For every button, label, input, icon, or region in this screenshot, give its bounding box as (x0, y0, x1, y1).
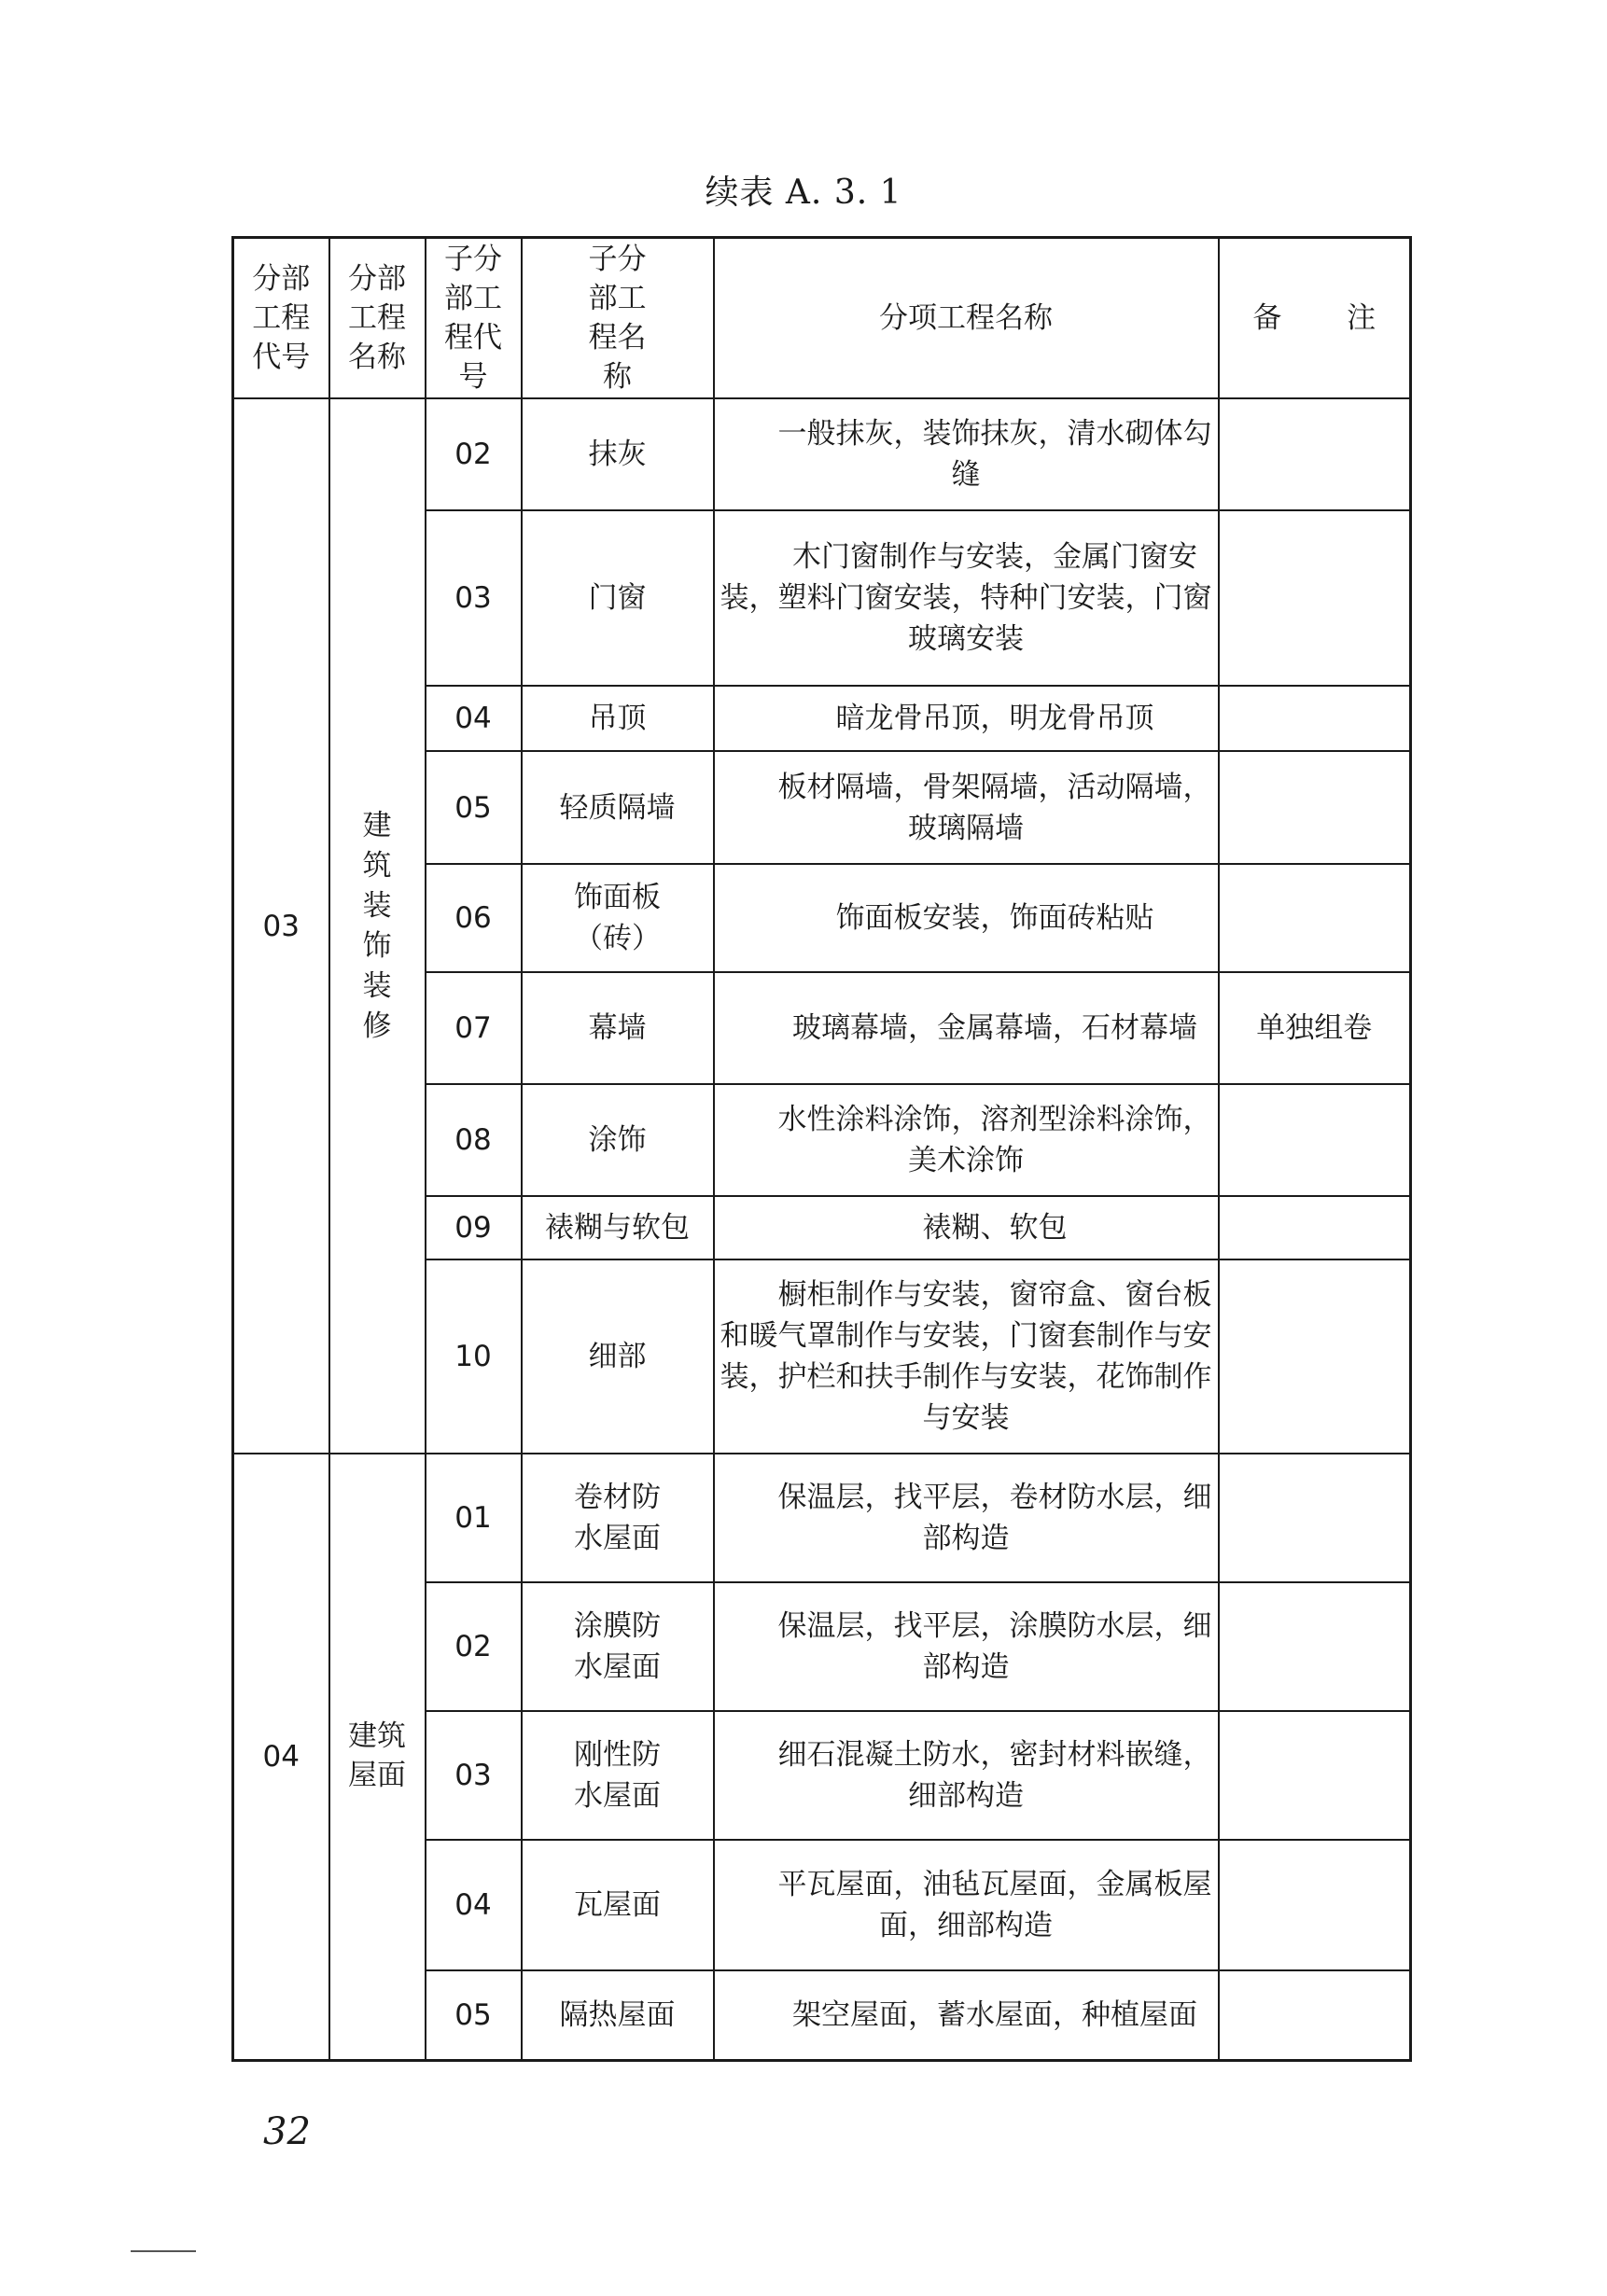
item-names: 饰面板安装，饰面砖粘贴 (714, 864, 1219, 972)
subdivision-code: 05 (426, 1970, 522, 2060)
remark (1219, 1259, 1411, 1454)
footer-rule (131, 2250, 196, 2252)
table-caption: 续表 A. 3. 1 (705, 174, 902, 212)
subdivision-code: 03 (426, 1711, 522, 1840)
item-names: 保温层，找平层，涂膜防水层，细部构造 (714, 1582, 1219, 1711)
item-names: 细石混凝土防水，密封材料嵌缝，细部构造 (714, 1711, 1219, 1840)
subdivision-name: 涂膜防水屋面 (522, 1582, 714, 1711)
remark (1219, 1582, 1411, 1711)
item-names: 一般抹灰，装饰抹灰，清水砌体勾缝 (714, 398, 1219, 510)
subdivision-code: 08 (426, 1084, 522, 1196)
subdivision-name: 门窗 (522, 510, 714, 686)
header-division-name: 分部工程名称 (329, 238, 426, 399)
item-names: 板材隔墙，骨架隔墙，活动隔墙，玻璃隔墙 (714, 751, 1219, 864)
division-table (231, 236, 1412, 2062)
division-name: 建筑屋面 (329, 1454, 426, 2060)
subdivision-name: 抹灰 (522, 398, 714, 510)
item-names: 暗龙骨吊顶，明龙骨吊顶 (714, 686, 1219, 751)
subdivision-code: 05 (426, 751, 522, 864)
subdivision-name: 幕墙 (522, 972, 714, 1084)
remark (1219, 751, 1411, 864)
item-names: 裱糊、软包 (714, 1196, 1219, 1259)
header-remarks: 备 注 (1219, 238, 1411, 399)
subdivision-name: 裱糊与软包 (522, 1196, 714, 1259)
subdivision-name: 吊顶 (522, 686, 714, 751)
subdivision-code: 09 (426, 1196, 522, 1259)
item-names: 保温层，找平层，卷材防水层，细部构造 (714, 1454, 1219, 1582)
header-row (233, 238, 1411, 399)
item-names: 木门窗制作与安装，金属门窗安装，塑料门窗安装，特种门安装，门窗玻璃安装 (714, 510, 1219, 686)
subdivision-code: 04 (426, 1840, 522, 1970)
table-row (233, 1454, 1411, 1582)
subdivision-code: 04 (426, 686, 522, 751)
subdivision-name: 涂饰 (522, 1084, 714, 1196)
page-number: 32 (263, 2110, 311, 2153)
division-name: 建筑装饰装修 (329, 398, 426, 1454)
subdivision-code: 10 (426, 1259, 522, 1454)
division-code: 03 (233, 398, 329, 1454)
header-subdivision-code: 子分部工程代号 (426, 238, 522, 399)
subdivision-name: 隔热屋面 (522, 1970, 714, 2060)
item-names: 橱柜制作与安装，窗帘盒、窗台板和暖气罩制作与安装，门窗套制作与安装，护栏和扶手制作与安装，花饰制作与安装 (714, 1259, 1219, 1454)
remark (1219, 1454, 1411, 1582)
item-names: 平瓦屋面，油毡瓦屋面，金属板屋面，细部构造 (714, 1840, 1219, 1970)
remark (1219, 1084, 1411, 1196)
subdivision-name: 卷材防水屋面 (522, 1454, 714, 1582)
remark: 单独组卷 (1219, 972, 1411, 1084)
remark (1219, 1711, 1411, 1840)
subdivision-code: 02 (426, 1582, 522, 1711)
remark (1219, 510, 1411, 686)
remark (1219, 1970, 1411, 2060)
subdivision-name: 饰面板（砖） (522, 864, 714, 972)
table-row (233, 398, 1411, 510)
subdivision-code: 01 (426, 1454, 522, 1582)
header-subdivision-name: 子分部工程名称 (522, 238, 714, 399)
header-item-names: 分项工程名称 (714, 238, 1219, 399)
remark (1219, 398, 1411, 510)
subdivision-name: 瓦屋面 (522, 1840, 714, 1970)
remark (1219, 1840, 1411, 1970)
subdivision-code: 03 (426, 510, 522, 686)
subdivision-name: 细部 (522, 1259, 714, 1454)
subdivision-code: 07 (426, 972, 522, 1084)
remark (1219, 864, 1411, 972)
item-names: 水性涂料涂饰，溶剂型涂料涂饰，美术涂饰 (714, 1084, 1219, 1196)
subdivision-code: 02 (426, 398, 522, 510)
item-names: 架空屋面，蓄水屋面，种植屋面 (714, 1970, 1219, 2060)
remark (1219, 686, 1411, 751)
division-code: 04 (233, 1454, 329, 2060)
subdivision-name: 刚性防水屋面 (522, 1711, 714, 1840)
header-division-code: 分部工程代号 (233, 238, 329, 399)
subdivision-name: 轻质隔墙 (522, 751, 714, 864)
item-names: 玻璃幕墙，金属幕墙，石材幕墙 (714, 972, 1219, 1084)
remark (1219, 1196, 1411, 1259)
subdivision-code: 06 (426, 864, 522, 972)
